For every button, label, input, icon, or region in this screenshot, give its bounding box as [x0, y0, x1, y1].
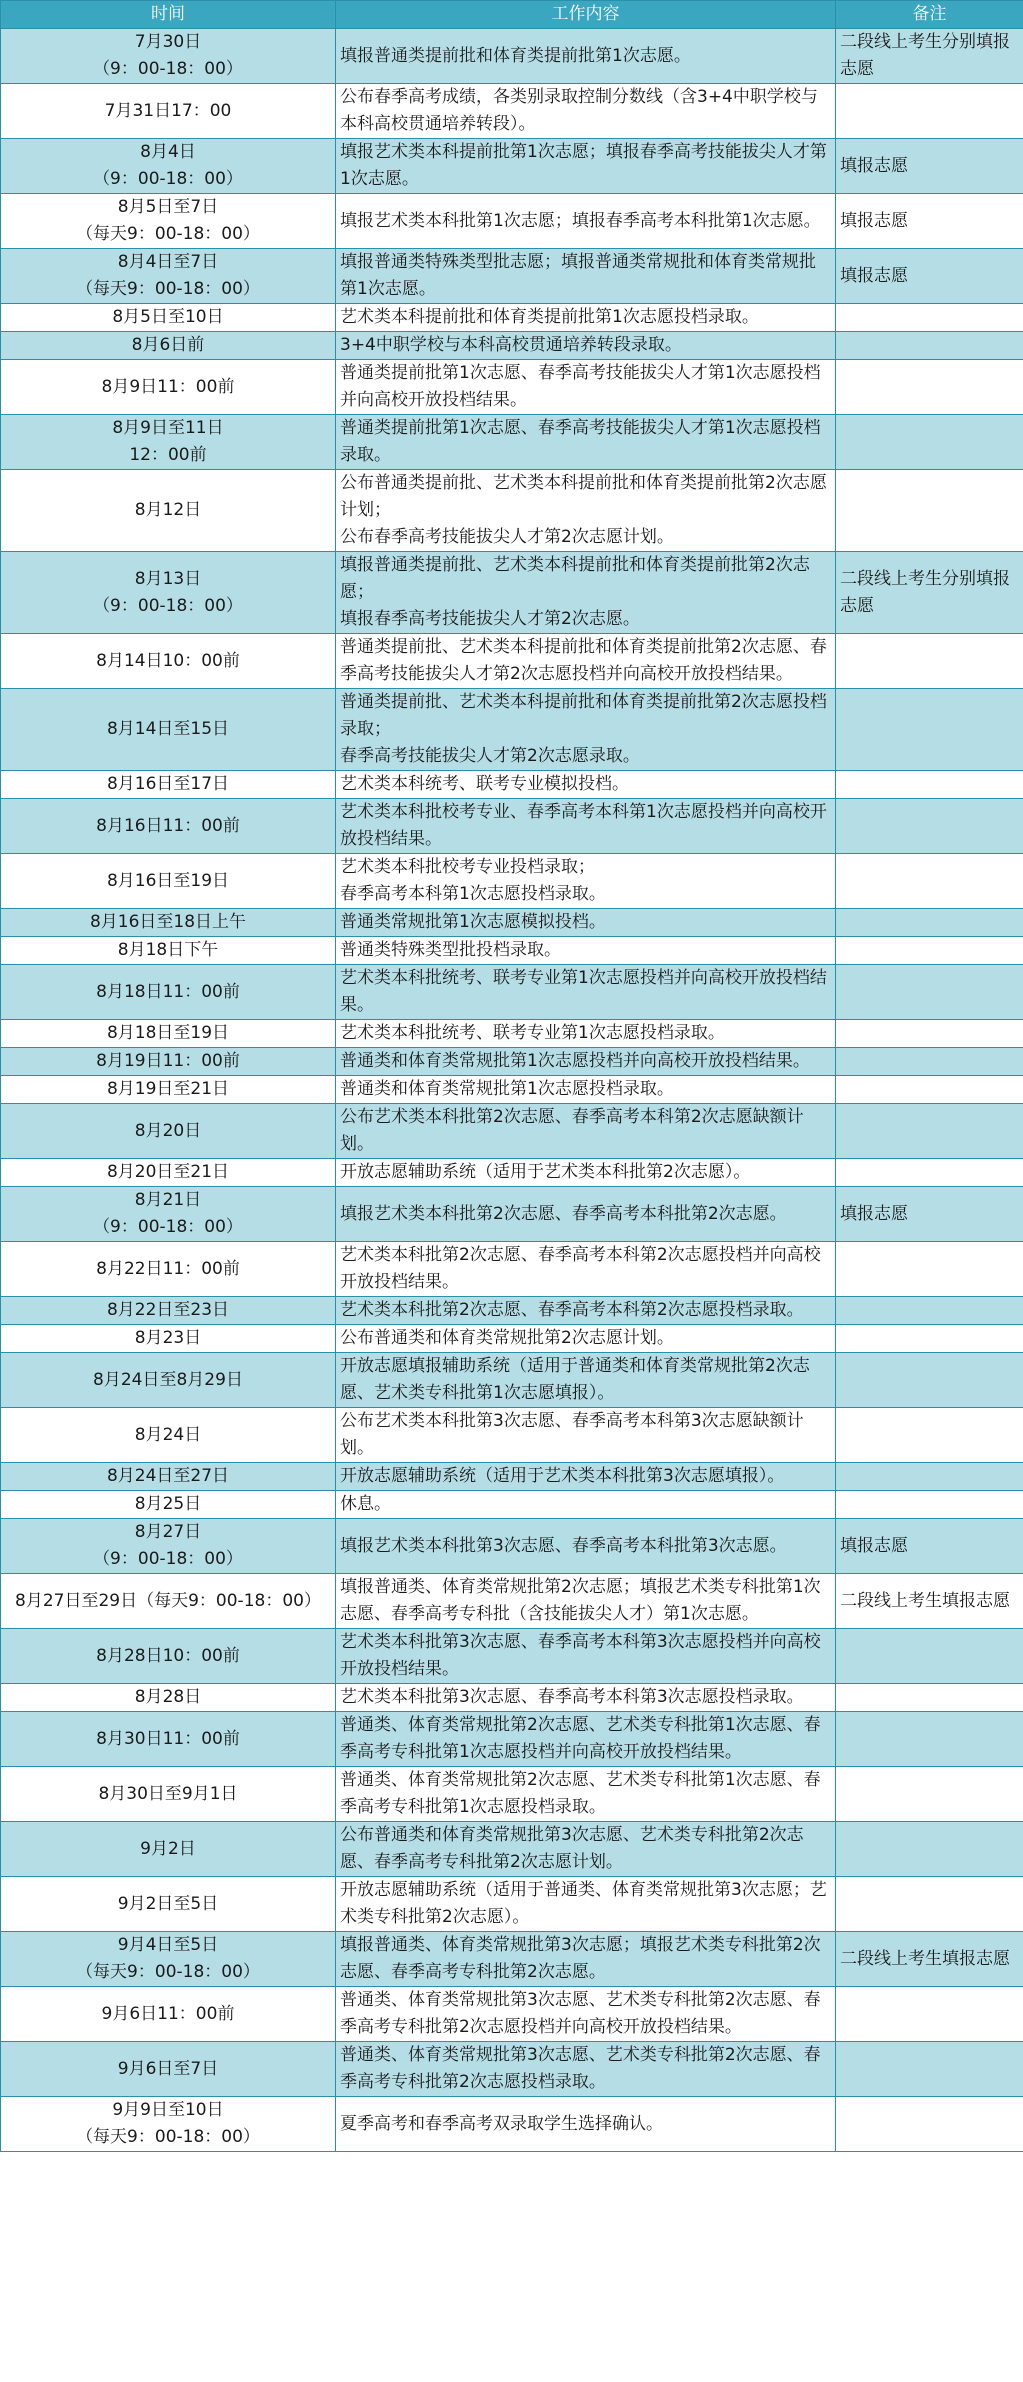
- table-row: [1, 470, 1023, 552]
- table-row: [1, 799, 1023, 854]
- row-time-cell: 8月4日 （9：00-18：00）: [1, 139, 336, 194]
- row-note-cell: [836, 799, 1023, 854]
- table-row: [1, 1491, 1023, 1519]
- row-time-cell: 8月13日 （9：00-18：00）: [1, 552, 336, 634]
- table-row: [1, 1463, 1023, 1491]
- table-row: [1, 937, 1023, 965]
- row-note-cell: [836, 1076, 1023, 1104]
- table-row: [1, 360, 1023, 415]
- row-note-cell: [836, 965, 1023, 1020]
- row-content-cell: 填报普通类特殊类型批志愿；填报普通类常规批和体育类常规批第1次志愿。: [336, 249, 836, 304]
- row-content-cell: 艺术类本科批第2次志愿、春季高考本科第2次志愿投档录取。: [336, 1297, 836, 1325]
- row-content-cell: 公布春季高考成绩，各类别录取控制分数线（含3+4中职学校与本科高校贯通培养转段）。: [336, 84, 836, 139]
- row-content-cell: 艺术类本科批校考专业投档录取； 春季高考本科第1次志愿投档录取。: [336, 854, 836, 909]
- row-content-cell: 艺术类本科批第3次志愿、春季高考本科第3次志愿投档录取。: [336, 1684, 836, 1712]
- row-note-cell: [836, 854, 1023, 909]
- row-note-cell: [836, 332, 1023, 360]
- row-content-cell: 公布艺术类本科批第3次志愿、春季高考本科第3次志愿缺额计划。: [336, 1408, 836, 1463]
- row-content-cell: 艺术类本科批校考专业、春季高考本科第1次志愿投档并向高校开放投档结果。: [336, 799, 836, 854]
- row-content-cell: 普通类提前批第1次志愿、春季高考技能拔尖人才第1次志愿投档并向高校开放投档结果。: [336, 360, 836, 415]
- row-note-cell: [836, 1822, 1023, 1877]
- table-row: [1, 249, 1023, 304]
- row-content-cell: 填报艺术类本科提前批第1次志愿；填报春季高考技能拔尖人才第1次志愿。: [336, 139, 836, 194]
- row-time-cell: 8月19日至21日: [1, 1076, 336, 1104]
- row-note-cell: [836, 689, 1023, 771]
- row-content-cell: 公布艺术类本科批第2次志愿、春季高考本科第2次志愿缺额计划。: [336, 1104, 836, 1159]
- row-content-cell: 公布普通类和体育类常规批第2次志愿计划。: [336, 1325, 836, 1353]
- row-note-cell: [836, 771, 1023, 799]
- row-time-cell: 8月4日至7日 （每天9：00-18：00）: [1, 249, 336, 304]
- table-row: [1, 771, 1023, 799]
- row-content-cell: 艺术类本科批统考、联考专业第1次志愿投档并向高校开放投档结果。: [336, 965, 836, 1020]
- row-time-cell: 8月27日 （9：00-18：00）: [1, 1519, 336, 1574]
- row-content-cell: 填报普通类提前批和体育类提前批第1次志愿。: [336, 29, 836, 84]
- row-time-cell: 8月27日至29日（每天9：00-18：00）: [1, 1574, 336, 1629]
- row-content-cell: 填报艺术类本科批第2次志愿、春季高考本科批第2次志愿。: [336, 1187, 836, 1242]
- row-content-cell: 3+4中职学校与本科高校贯通培养转段录取。: [336, 332, 836, 360]
- row-time-cell: 8月9日至11日 12：00前: [1, 415, 336, 470]
- row-time-cell: 8月30日至9月1日: [1, 1767, 336, 1822]
- row-content-cell: 普通类提前批第1次志愿、春季高考技能拔尖人才第1次志愿投档录取。: [336, 415, 836, 470]
- row-note-cell: [836, 2097, 1023, 2152]
- table-row: [1, 634, 1023, 689]
- row-time-cell: 9月2日: [1, 1822, 336, 1877]
- row-time-cell: 8月16日至17日: [1, 771, 336, 799]
- row-note-cell: [836, 1020, 1023, 1048]
- table-row: [1, 965, 1023, 1020]
- row-time-cell: 8月24日至8月29日: [1, 1353, 336, 1408]
- row-time-cell: 8月14日至15日: [1, 689, 336, 771]
- row-note-cell: 二段线上考生分别填报志愿: [836, 552, 1023, 634]
- table-row: [1, 2042, 1023, 2097]
- row-note-cell: [836, 1297, 1023, 1325]
- row-time-cell: 8月20日至21日: [1, 1159, 336, 1187]
- row-content-cell: 夏季高考和春季高考双录取学生选择确认。: [336, 2097, 836, 2152]
- row-content-cell: 填报普通类提前批、艺术类本科提前批和体育类提前批第2次志愿； 填报春季高考技能拔尖人才第2次志愿。: [336, 552, 836, 634]
- table-header-row: [1, 1, 1023, 29]
- table-row: [1, 194, 1023, 249]
- row-time-cell: 7月30日 （9：00-18：00）: [1, 29, 336, 84]
- header-time: 时间: [1, 1, 336, 29]
- table-row: [1, 1104, 1023, 1159]
- row-note-cell: [836, 1712, 1023, 1767]
- table-row: [1, 139, 1023, 194]
- row-content-cell: 开放志愿辅助系统（适用于普通类、体育类常规批第3次志愿；艺术类专科批第2次志愿）。: [336, 1877, 836, 1932]
- table-row: [1, 1297, 1023, 1325]
- row-time-cell: 8月5日至7日 （每天9：00-18：00）: [1, 194, 336, 249]
- row-note-cell: [836, 470, 1023, 552]
- row-content-cell: 休息。: [336, 1491, 836, 1519]
- row-note-cell: 二段线上考生分别填报志愿: [836, 29, 1023, 84]
- row-note-cell: [836, 1463, 1023, 1491]
- row-content-cell: 普通类、体育类常规批第2次志愿、艺术类专科批第1次志愿、春季高考专科批第1次志愿投档并向高校开放投档结果。: [336, 1712, 836, 1767]
- table-row: [1, 332, 1023, 360]
- row-note-cell: [836, 1877, 1023, 1932]
- row-note-cell: [836, 1325, 1023, 1353]
- row-time-cell: 8月28日10：00前: [1, 1629, 336, 1684]
- row-content-cell: 普通类常规批第1次志愿模拟投档。: [336, 909, 836, 937]
- row-note-cell: 二段线上考生填报志愿: [836, 1574, 1023, 1629]
- row-time-cell: 8月6日前: [1, 332, 336, 360]
- row-content-cell: 普通类和体育类常规批第1次志愿投档录取。: [336, 1076, 836, 1104]
- row-note-cell: 填报志愿: [836, 1187, 1023, 1242]
- row-time-cell: 9月2日至5日: [1, 1877, 336, 1932]
- row-time-cell: 8月18日11：00前: [1, 965, 336, 1020]
- row-content-cell: 普通类、体育类常规批第3次志愿、艺术类专科批第2次志愿、春季高考专科批第2次志愿投档并向高校开放投档结果。: [336, 1987, 836, 2042]
- row-content-cell: 填报普通类、体育类常规批第2次志愿；填报艺术类专科批第1次志愿、春季高考专科批（含技能拔尖人才）第1次志愿。: [336, 1574, 836, 1629]
- row-time-cell: 9月6日11：00前: [1, 1987, 336, 2042]
- row-content-cell: 开放志愿辅助系统（适用于艺术类本科批第2次志愿）。: [336, 1159, 836, 1187]
- header-content: 工作内容: [336, 1, 836, 29]
- row-time-cell: 9月6日至7日: [1, 2042, 336, 2097]
- row-note-cell: [836, 1629, 1023, 1684]
- row-note-cell: [836, 909, 1023, 937]
- table-row: [1, 552, 1023, 634]
- row-time-cell: 8月25日: [1, 1491, 336, 1519]
- table-row: [1, 1822, 1023, 1877]
- row-content-cell: 普通类提前批、艺术类本科提前批和体育类提前批第2次志愿投档录取； 春季高考技能拔尖人才第2次志愿录取。: [336, 689, 836, 771]
- row-note-cell: [836, 1408, 1023, 1463]
- row-note-cell: [836, 360, 1023, 415]
- table-body: [1, 29, 1023, 2152]
- table-row: [1, 1987, 1023, 2042]
- row-content-cell: 普通类特殊类型批投档录取。: [336, 937, 836, 965]
- table-row: [1, 1877, 1023, 1932]
- table-row: [1, 1048, 1023, 1076]
- row-time-cell: 8月19日11：00前: [1, 1048, 336, 1076]
- row-note-cell: [836, 937, 1023, 965]
- row-content-cell: 普通类、体育类常规批第3次志愿、艺术类专科批第2次志愿、春季高考专科批第2次志愿投档录取。: [336, 2042, 836, 2097]
- table-row: [1, 2097, 1023, 2152]
- table-row: [1, 1325, 1023, 1353]
- table-row: [1, 29, 1023, 84]
- row-note-cell: [836, 84, 1023, 139]
- row-note-cell: [836, 1987, 1023, 2042]
- row-note-cell: [836, 415, 1023, 470]
- table-row: [1, 909, 1023, 937]
- table-row: [1, 854, 1023, 909]
- row-note-cell: 填报志愿: [836, 249, 1023, 304]
- row-time-cell: 9月9日至10日 （每天9：00-18：00）: [1, 2097, 336, 2152]
- row-note-cell: 二段线上考生填报志愿: [836, 1932, 1023, 1987]
- row-time-cell: 8月22日至23日: [1, 1297, 336, 1325]
- row-note-cell: [836, 634, 1023, 689]
- row-time-cell: 8月24日: [1, 1408, 336, 1463]
- row-content-cell: 艺术类本科批第3次志愿、春季高考本科第3次志愿投档并向高校开放投档结果。: [336, 1629, 836, 1684]
- row-time-cell: 9月4日至5日 （每天9：00-18：00）: [1, 1932, 336, 1987]
- row-content-cell: 填报普通类、体育类常规批第3次志愿；填报艺术类专科批第2次志愿、春季高考专科批第2次志愿。: [336, 1932, 836, 1987]
- row-time-cell: 8月18日至19日: [1, 1020, 336, 1048]
- table-row: [1, 1159, 1023, 1187]
- row-note-cell: [836, 1353, 1023, 1408]
- row-note-cell: 填报志愿: [836, 194, 1023, 249]
- row-content-cell: 开放志愿填报辅助系统（适用于普通类和体育类常规批第2次志愿、艺术类专科批第1次志愿填报）。: [336, 1353, 836, 1408]
- row-time-cell: 8月9日11：00前: [1, 360, 336, 415]
- row-content-cell: 普通类和体育类常规批第1次志愿投档并向高校开放投档结果。: [336, 1048, 836, 1076]
- row-note-cell: [836, 1684, 1023, 1712]
- row-content-cell: 填报艺术类本科批第3次志愿、春季高考本科批第3次志愿。: [336, 1519, 836, 1574]
- row-time-cell: 7月31日17：00: [1, 84, 336, 139]
- table-row: [1, 1767, 1023, 1822]
- row-content-cell: 开放志愿辅助系统（适用于艺术类本科批第3次志愿填报）。: [336, 1463, 836, 1491]
- table-row: [1, 1408, 1023, 1463]
- row-note-cell: [836, 1104, 1023, 1159]
- row-content-cell: 公布普通类提前批、艺术类本科提前批和体育类提前批第2次志愿计划； 公布春季高考技能拔尖人才第2次志愿计划。: [336, 470, 836, 552]
- table-row: [1, 1076, 1023, 1104]
- row-note-cell: [836, 304, 1023, 332]
- row-note-cell: 填报志愿: [836, 139, 1023, 194]
- table-row: [1, 1353, 1023, 1408]
- row-note-cell: [836, 1491, 1023, 1519]
- row-time-cell: 8月14日10：00前: [1, 634, 336, 689]
- row-note-cell: [836, 1242, 1023, 1297]
- table-row: [1, 1684, 1023, 1712]
- row-time-cell: 8月22日11：00前: [1, 1242, 336, 1297]
- table-row: [1, 689, 1023, 771]
- row-note-cell: [836, 1767, 1023, 1822]
- table-row: [1, 1519, 1023, 1574]
- row-note-cell: [836, 1048, 1023, 1076]
- row-note-cell: [836, 1159, 1023, 1187]
- row-time-cell: 8月12日: [1, 470, 336, 552]
- row-content-cell: 艺术类本科统考、联考专业模拟投档。: [336, 771, 836, 799]
- table-row: [1, 1932, 1023, 1987]
- table-row: [1, 1020, 1023, 1048]
- row-content-cell: 普通类提前批、艺术类本科提前批和体育类提前批第2次志愿、春季高考技能拔尖人才第2次志愿投档并向高校开放投档结果。: [336, 634, 836, 689]
- row-time-cell: 8月30日11：00前: [1, 1712, 336, 1767]
- table-row: [1, 1187, 1023, 1242]
- row-time-cell: 8月24日至27日: [1, 1463, 336, 1491]
- table-row: [1, 1574, 1023, 1629]
- row-time-cell: 8月20日: [1, 1104, 336, 1159]
- row-time-cell: 8月21日 （9：00-18：00）: [1, 1187, 336, 1242]
- row-time-cell: 8月16日至18日上午: [1, 909, 336, 937]
- table-row: [1, 84, 1023, 139]
- row-time-cell: 8月23日: [1, 1325, 336, 1353]
- row-content-cell: 公布普通类和体育类常规批第3次志愿、艺术类专科批第2次志愿、春季高考专科批第2次志愿计划。: [336, 1822, 836, 1877]
- table-row: [1, 304, 1023, 332]
- row-content-cell: 艺术类本科批统考、联考专业第1次志愿投档录取。: [336, 1020, 836, 1048]
- row-content-cell: 普通类、体育类常规批第2次志愿、艺术类专科批第1次志愿、春季高考专科批第1次志愿投档录取。: [336, 1767, 836, 1822]
- row-content-cell: 艺术类本科批第2次志愿、春季高考本科第2次志愿投档并向高校开放投档结果。: [336, 1242, 836, 1297]
- row-time-cell: 8月18日下午: [1, 937, 336, 965]
- table-row: [1, 1712, 1023, 1767]
- row-note-cell: [836, 2042, 1023, 2097]
- row-note-cell: 填报志愿: [836, 1519, 1023, 1574]
- row-content-cell: 填报艺术类本科批第1次志愿；填报春季高考本科批第1次志愿。: [336, 194, 836, 249]
- header-note: 备注: [836, 1, 1023, 29]
- row-time-cell: 8月5日至10日: [1, 304, 336, 332]
- row-time-cell: 8月28日: [1, 1684, 336, 1712]
- row-time-cell: 8月16日至19日: [1, 854, 336, 909]
- table-row: [1, 1242, 1023, 1297]
- row-content-cell: 艺术类本科提前批和体育类提前批第1次志愿投档录取。: [336, 304, 836, 332]
- row-time-cell: 8月16日11：00前: [1, 799, 336, 854]
- table-row: [1, 415, 1023, 470]
- table-row: [1, 1629, 1023, 1684]
